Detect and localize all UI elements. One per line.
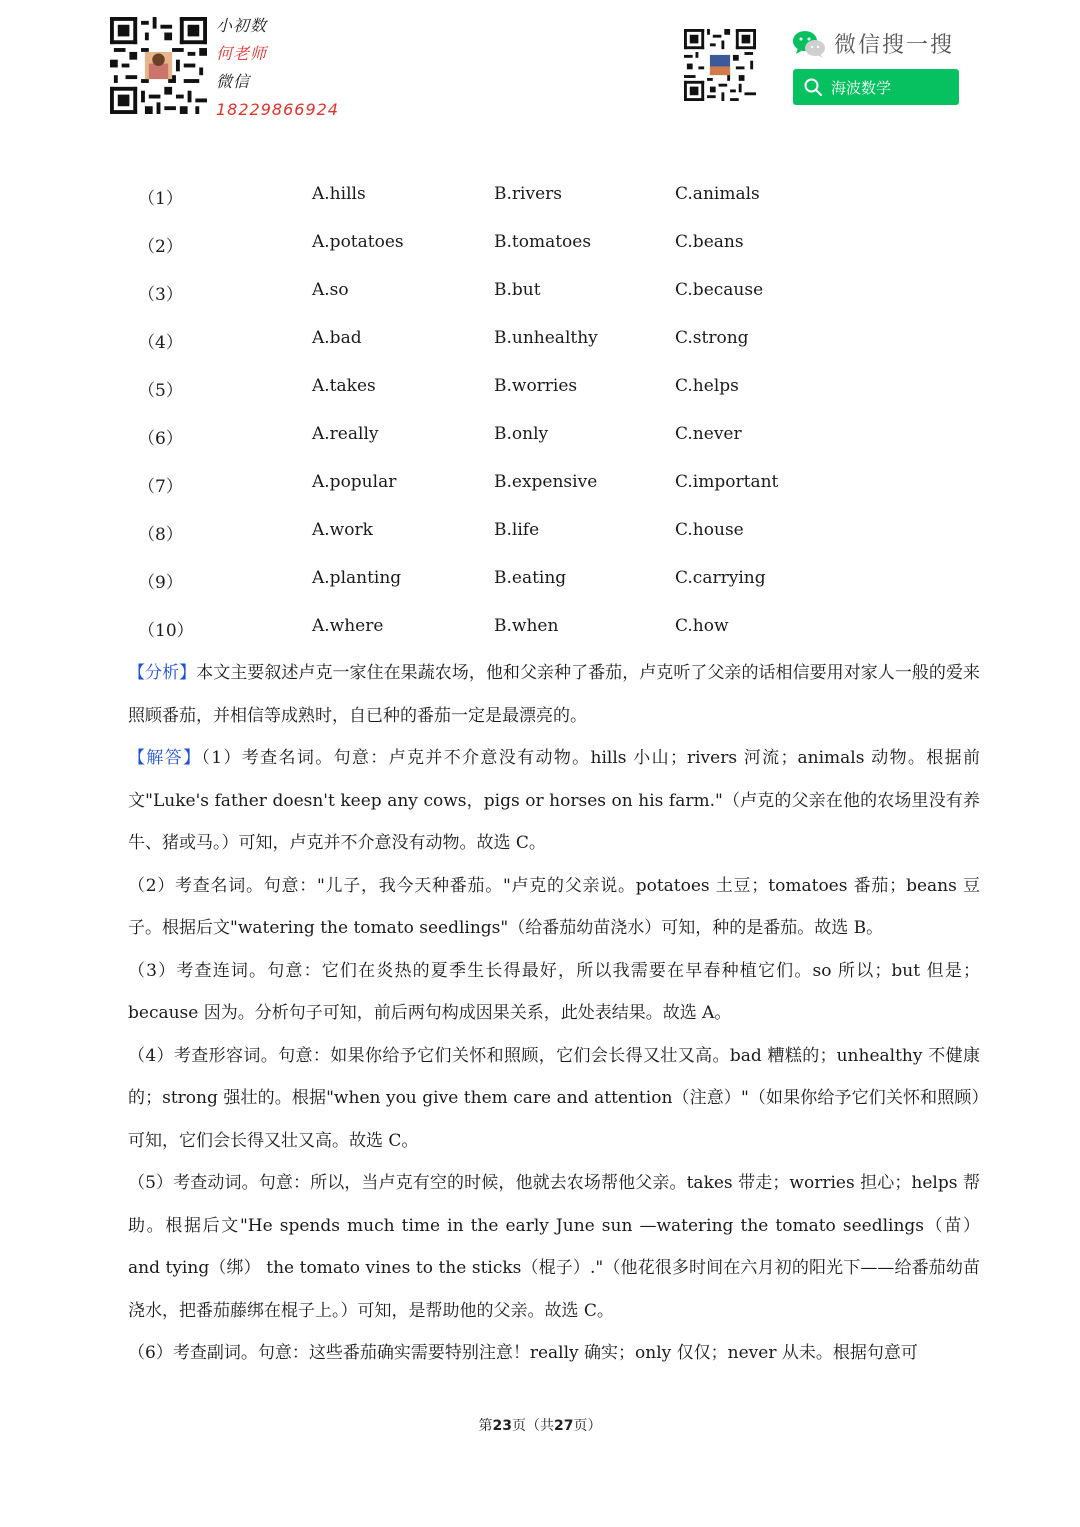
question-number: （7） xyxy=(138,477,183,497)
wechat-logo-icon xyxy=(792,29,826,59)
option-row xyxy=(128,460,988,508)
option-b: B.life xyxy=(494,520,540,540)
option-c: C.animals xyxy=(675,184,760,204)
option-row xyxy=(128,172,988,220)
option-row xyxy=(128,220,988,268)
analysis-section xyxy=(128,652,980,1375)
answer-1 xyxy=(128,737,980,865)
answer-2: （2）考查名词。句意："儿子，我今天种番茄。"卢克的父亲说。potatoes 土豆；tomatoes 番茄；beans 豆子。根据后文"watering the tomato seedlings"（给番茄幼苗浇水）可知，种的是番茄。故选 B。 xyxy=(128,875,980,938)
option-row xyxy=(128,604,988,652)
option-a: A.so xyxy=(312,280,349,300)
search-button-label: 海波数学 xyxy=(831,78,892,97)
option-b: B.rivers xyxy=(494,184,562,204)
analysis-paragraph xyxy=(128,652,980,737)
total-pages: 27 xyxy=(554,1418,574,1434)
option-b: B.unhealthy xyxy=(494,328,598,348)
wechat-search-button[interactable] xyxy=(793,69,959,105)
answer-6: （6）考查副词。句意：这些番茄确实需要特别注意！really 确实；only 仅仅；never 从未。根据句意可 xyxy=(128,1343,918,1363)
option-b: B.expensive xyxy=(494,472,598,492)
question-number: （2） xyxy=(138,237,183,257)
contact-phone: 18229866924 xyxy=(216,100,339,119)
option-c: C.how xyxy=(675,616,729,636)
option-row xyxy=(128,508,988,556)
current-page: 23 xyxy=(492,1418,512,1434)
option-row xyxy=(128,364,988,412)
option-a: A.bad xyxy=(312,328,362,348)
wechat-search-brand xyxy=(792,28,954,59)
question-number: （10） xyxy=(138,621,194,641)
contact-line-1: 小初数 xyxy=(216,16,268,35)
option-c: C.carrying xyxy=(675,568,766,588)
analysis-tag: 【分析】 xyxy=(128,663,197,683)
option-a: A.planting xyxy=(312,568,402,588)
question-number: （1） xyxy=(138,189,183,209)
page-prefix: 第 xyxy=(478,1418,493,1434)
option-a: A.potatoes xyxy=(312,232,404,252)
option-b: B.but xyxy=(494,280,541,300)
option-b: B.tomatoes xyxy=(494,232,592,252)
wechat-search-label: 微信搜一搜 xyxy=(834,33,955,58)
search-icon xyxy=(803,77,823,97)
option-c: C.helps xyxy=(675,376,739,396)
option-b: B.worries xyxy=(494,376,578,396)
options-table xyxy=(128,172,988,652)
contact-info xyxy=(216,12,339,124)
option-row xyxy=(128,316,988,364)
option-c: C.beans xyxy=(675,232,744,252)
option-a: A.work xyxy=(312,520,373,540)
option-a: A.where xyxy=(312,616,384,636)
option-c: C.strong xyxy=(675,328,749,348)
question-number: （6） xyxy=(138,429,183,449)
question-number: （3） xyxy=(138,285,183,305)
option-row xyxy=(128,412,988,460)
option-c: C.because xyxy=(675,280,764,300)
question-number: （8） xyxy=(138,525,183,545)
option-c: C.house xyxy=(675,520,744,540)
answer-5: （5）考查动词。句意：所以，当卢克有空的时候，他就去农场帮他父亲。takes 带走；worries 担心；helps 帮助。根据后文"He spends much time in the early June sun —watering the tomato seedlings（苗） and tying（绑） the tomato vines to the sticks（棍子）."（他花很多时间在六月初的阳光下——给番茄幼苗浇水，把番茄藤绑在棍子上。）可知，是帮助他的父亲。故选 C。 xyxy=(128,1173,980,1321)
option-c: C.important xyxy=(675,472,779,492)
answer-tag: 【解答】 xyxy=(128,748,202,768)
option-a: A.takes xyxy=(312,376,376,396)
contact-line-wechat: 微信 xyxy=(216,72,251,91)
contact-line-teacher: 何老师 xyxy=(216,44,268,63)
qr-code-teacher xyxy=(110,17,207,114)
option-b: B.eating xyxy=(494,568,567,588)
qr-code-official-account xyxy=(684,29,756,101)
option-row xyxy=(128,556,988,604)
answer-4: （4）考查形容词。句意：如果你给予它们关怀和照顾，它们会长得又壮又高。bad 糟糕的；unhealthy 不健康的；strong 强壮的。根据"when you give them care and attention（注意）"（如果你给予它们关怀和照顾）可知，它们会长得又壮又高。故选 C。 xyxy=(128,1045,980,1151)
answer-1-text: （1）考查名词。句意：卢克并不介意没有动物。hills 小山；rivers 河流；animals 动物。根据前文"Luke's father doesn't keep any cows，pigs or horses on his farm."（卢克的父亲在他的农场里没有养牛、猪或马。）可知，卢克并不介意没有动物。故选 C。 xyxy=(128,748,980,853)
option-b: B.only xyxy=(494,424,549,444)
question-number: （5） xyxy=(138,381,183,401)
question-number: （4） xyxy=(138,333,183,353)
option-a: A.really xyxy=(312,424,379,444)
question-number: （9） xyxy=(138,573,183,593)
option-c: C.never xyxy=(675,424,742,444)
option-b: B.when xyxy=(494,616,559,636)
page-suffix: 页） xyxy=(573,1418,602,1434)
answer-3: （3）考查连词。句意：它们在炎热的夏季生长得最好，所以我需要在早春种植它们。so 所以；but 但是；because 因为。分析句子可知，前后两句构成因果关系，此处表结果。故选 A。 xyxy=(128,960,980,1023)
page-number xyxy=(0,1415,1080,1435)
page-middle: 页（共 xyxy=(512,1418,554,1434)
option-row xyxy=(128,268,988,316)
option-a: A.hills xyxy=(312,184,366,204)
analysis-text: 本文主要叙述卢克一家住在果蔬农场，他和父亲种了番茄，卢克听了父亲的话相信要用对家人一般的爱来照顾番茄，并相信等成熟时，自已种的番茄一定是最漂亮的。 xyxy=(128,663,981,726)
option-a: A.popular xyxy=(312,472,397,492)
